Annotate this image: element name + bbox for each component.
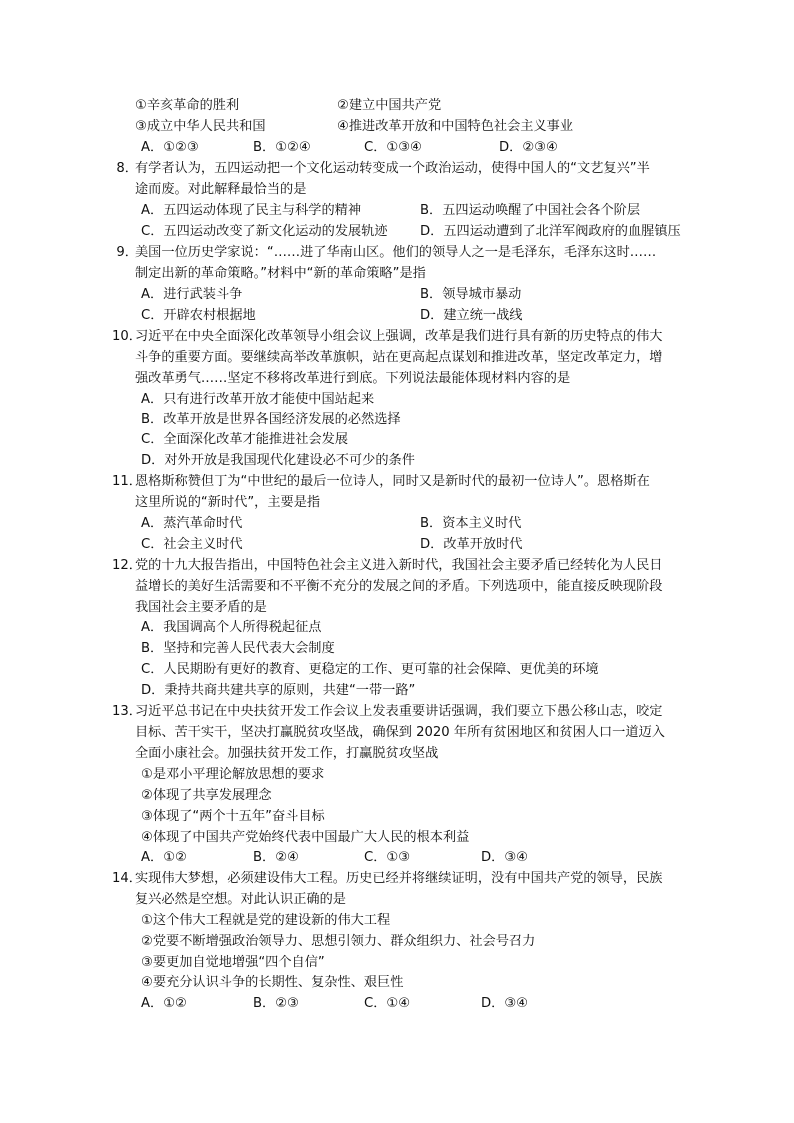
q10-option-a: A．只有进行改革开放才能使中国站起来 [141,392,375,407]
q8-option-a: A．五四运动体现了民主与科学的精神 [141,203,362,218]
q13-stem-line: 习近平总书记在中央扶贫开发工作会议上发表重要讲话强调，我们要立下愚公移山志，咬定 [135,704,663,719]
q12-option-a: A．我国调高个人所得税起征点 [141,620,322,635]
q10-stem-line: 习近平在中央全面深化改革领导小组会议上强调，改革是我们进行具有新的历史特点的伟大 [135,329,663,344]
q13-item-2: ②体现了共享发展理念 [141,788,272,803]
q11-option-d: D．改革开放时代 [420,537,523,552]
q9-stem-line: 美国一位历史学家说：“……进了华南山区。他们的领导人之一是毛泽东，毛泽东这时…… [135,245,657,260]
q7-option-d: D．②③④ [499,140,558,155]
q14-option-d: D．③④ [481,996,528,1011]
q12-option-b: B．坚持和完善人民代表大会制度 [141,641,335,656]
q9-stem-line: 制定出新的革命策略。”材料中“新的革命策略”是指 [135,266,426,281]
q13-option-c: C．①③ [364,850,411,865]
q12-option-d: D．秉持共商共建共享的原则，共建“一带一路” [141,683,416,698]
q13-item-1: ①是邓小平理论解放思想的要求 [141,767,325,782]
q9-option-b: B．领导城市暴动 [420,287,522,302]
q14-option-c: C．①④ [364,996,411,1011]
q7-option-c: C．①③④ [364,140,422,155]
q11-option-b: B．资本主义时代 [420,516,522,531]
q14-item-3: ③要更加自觉地增强“四个自信” [141,955,325,970]
q13-option-b: B．②④ [253,850,299,865]
q12-option-c: C．人民期盼有更好的教育、更稳定的工作、更可靠的社会保障、更优美的环境 [141,662,599,677]
q12-stem-line: 党的十九大报告指出，中国特色社会主义进入新时代，我国社会主要矛盾已经转化为人民日 [135,558,663,573]
q7-item-4: ④推进改革开放和中国特色社会主义事业 [337,119,574,134]
q11-number: 11． [112,474,142,489]
q10-number: 10． [112,329,142,344]
q11-stem-line: 恩格斯称赞但丁为“中世纪的最后一位诗人，同时又是新时代的最初一位诗人”。恩格斯在 [135,474,650,489]
q13-number: 13． [112,704,142,719]
q8-option-d: D．五四运动遭到了北洋军阀政府的血腥镇压 [420,224,681,239]
q8-stem-line: 有学者认为，五四运动把一个文化运动转变成一个政治运动，使得中国人的“文艺复兴”半 [135,161,650,176]
q7-option-b: B．①②④ [253,140,311,155]
q7-option-a: A．①②③ [141,140,199,155]
q13-option-d: D．③④ [481,850,528,865]
q8-option-c: C．五四运动改变了新文化运动的发展轨迹 [141,224,388,239]
q7-item-1: ①辛亥革命的胜利 [135,98,240,113]
q7-item-2: ②建立中国共产党 [337,98,442,113]
q9-option-d: D．建立统一战线 [420,308,523,323]
q12-number: 12． [112,558,142,573]
q11-option-a: A．蒸汽革命时代 [141,516,243,531]
q14-item-2: ②党要不断增强政治领导力、思想引领力、群众组织力、社会号召力 [141,934,536,949]
q11-stem-line: 这里所说的“新时代”，主要是指 [135,495,321,510]
q13-stem-line: 全面小康社会。加强扶贫开发工作，打赢脱贫攻坚战 [135,746,439,761]
q12-stem-line: 益增长的美好生活需要和不平衡不充分的发展之间的矛盾。下列选项中，能直接反映现阶段 [135,579,663,594]
q7-item-3: ③成立中华人民共和国 [135,119,266,134]
q8-option-b: B．五四运动唤醒了中国社会各个阶层 [420,203,641,218]
q13-stem-line: 目标、苦干实干，坚决打赢脱贫攻坚战，确保到 2020 年所有贫困地区和贫困人口一道迈入 [135,725,665,740]
q10-option-b: B．改革开放是世界各国经济发展的必然选择 [141,412,401,427]
q12-stem-line: 我国社会主要矛盾的是 [135,600,267,615]
q10-option-d: D．对外开放是我国现代化建设必不可少的条件 [141,453,415,468]
q14-item-1: ①这个伟大工程就是党的建设新的伟大工程 [141,913,391,928]
q13-option-a: A．①② [141,850,187,865]
q14-stem-line: 复兴必然是空想。对此认识正确的是 [135,892,346,907]
q14-option-b: B．②③ [253,996,299,1011]
q11-option-c: C．社会主义时代 [141,537,243,552]
q14-option-a: A．①② [141,996,187,1011]
q13-item-3: ③体现了“两个十五年”奋斗目标 [141,809,325,824]
q14-item-4: ④要充分认识斗争的长期性、复杂性、艰巨性 [141,975,404,990]
q10-stem-line: 斗争的重要方面。要继续高举改革旗帜，站在更高起点谋划和推进改革，坚定改革定力，增 [135,350,663,365]
q8-stem-line: 途而废。对此解释最恰当的是 [135,182,307,197]
q14-number: 14． [112,871,142,886]
q13-item-4: ④体现了中国共产党始终代表中国最广大人民的根本利益 [141,830,470,845]
q10-stem-line: 强改革勇气……坚定不移将改革进行到底。下列说法最能体现材料内容的是 [135,371,571,386]
q10-option-c: C．全面深化改革才能推进社会发展 [141,432,349,447]
q9-option-a: A．进行武装斗争 [141,287,243,302]
q9-option-c: C．开辟农村根据地 [141,308,256,323]
q8-number: 8． [116,161,138,176]
q14-stem-line: 实现伟大梦想，必须建设伟大工程。历史已经并将继续证明，没有中国共产党的领导，民族 [135,871,663,886]
q9-number: 9． [116,245,138,260]
